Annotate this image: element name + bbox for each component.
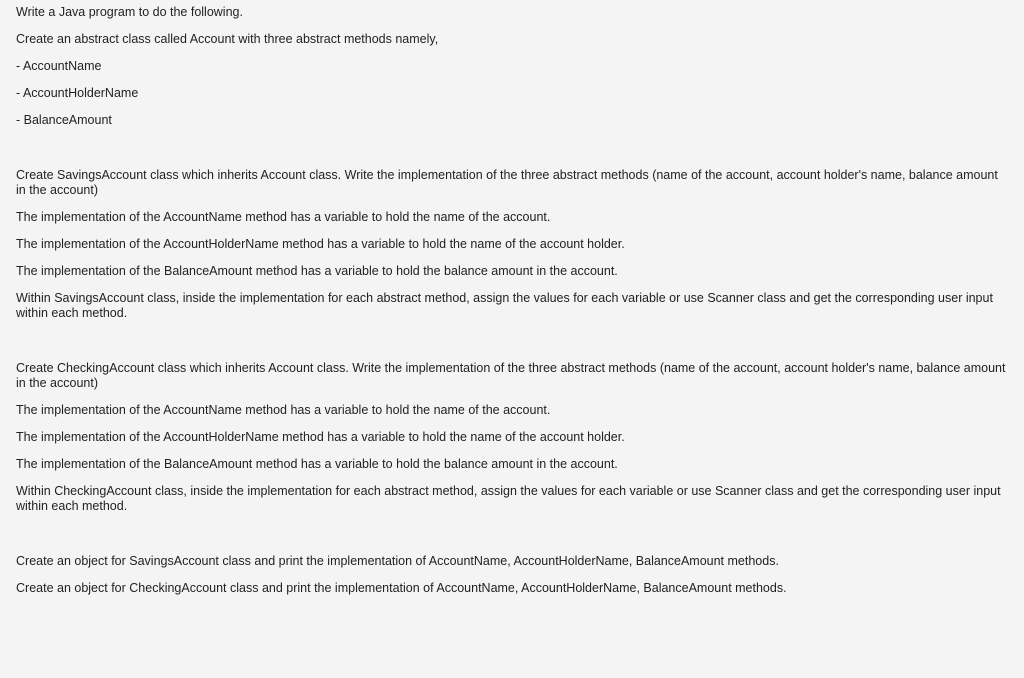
checking-impl-holder: The implementation of the AccountHolderName method has a variable to hold the name of the account holder.: [16, 430, 625, 444]
method-item-account-holder-name: - AccountHolderName: [16, 86, 139, 100]
method-item-balance-amount: - BalanceAmount: [16, 113, 112, 127]
checking-object-line: Create an object for CheckingAccount class and print the implementation of AccountName, AccountHolderName, BalanceAmount methods.: [16, 581, 787, 595]
checking-impl-balance: The implementation of the BalanceAmount method has a variable to hold the balance amount in the account.: [16, 457, 618, 471]
savings-impl-holder: The implementation of the AccountHolderName method has a variable to hold the name of the account holder.: [16, 237, 625, 251]
checking-within: Within CheckingAccount class, inside the implementation for each abstract method, assign the values for each variable or use Scanner class and get the corresponding user input within each method.: [16, 484, 1001, 513]
savings-impl-balance: The implementation of the BalanceAmount method has a variable to hold the balance amount in the account.: [16, 264, 618, 278]
savings-object-line: Create an object for SavingsAccount class and print the implementation of AccountName, AccountHolderName, BalanceAmount methods.: [16, 554, 779, 568]
method-item-account-name: - AccountName: [16, 59, 102, 73]
intro-line: Write a Java program to do the following.: [16, 5, 243, 19]
savings-within: Within SavingsAccount class, inside the implementation for each abstract method, assign the values for each variable or use Scanner class and get the corresponding user input within each method.: [16, 291, 993, 320]
abstract-class-line: Create an abstract class called Account with three abstract methods namely,: [16, 32, 439, 46]
checking-impl-name: The implementation of the AccountName method has a variable to hold the name of the account.: [16, 403, 551, 417]
savings-impl-name: The implementation of the AccountName method has a variable to hold the name of the account.: [16, 210, 551, 224]
checking-heading: Create CheckingAccount class which inherits Account class. Write the implementation of the three abstract methods (name of the account, account holder's name, balance amount in the account): [16, 361, 1006, 390]
savings-heading: Create SavingsAccount class which inherits Account class. Write the implementation of the three abstract methods (name of the account, account holder's name, balance amount in the account): [16, 168, 998, 197]
